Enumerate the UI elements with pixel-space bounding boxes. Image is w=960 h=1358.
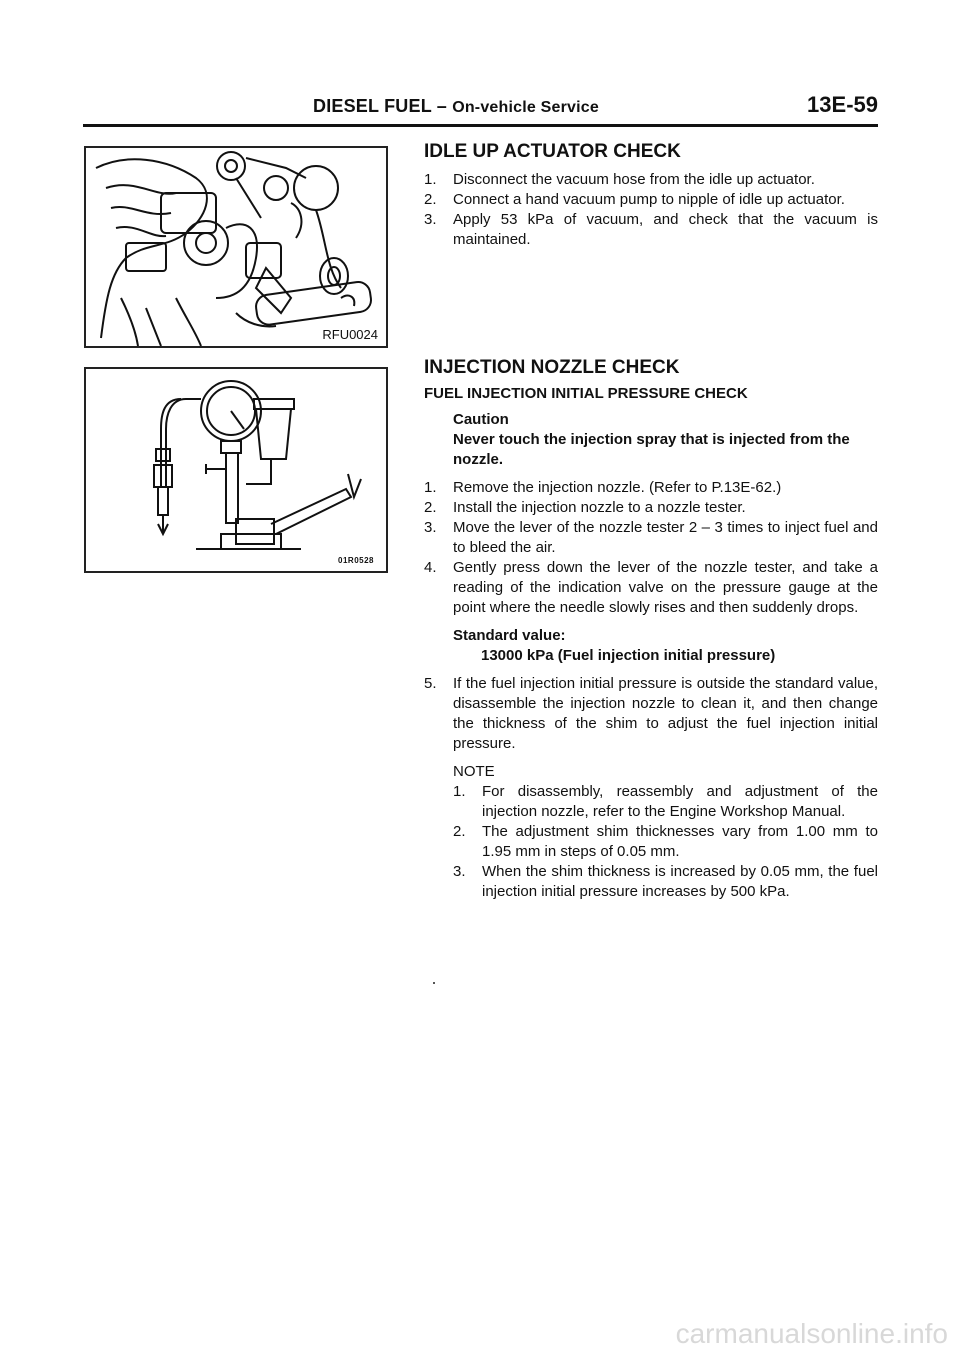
standard-value: 13000 kPa (Fuel injection initial pressure) bbox=[481, 647, 776, 664]
step-number: 1. bbox=[424, 479, 437, 496]
list-item bbox=[453, 782, 878, 822]
subsection-title: FUEL INJECTION INITIAL PRESSURE CHECK bbox=[424, 385, 748, 402]
page-header bbox=[83, 92, 878, 122]
note-label: NOTE bbox=[453, 763, 495, 780]
step-number: 2. bbox=[424, 499, 437, 516]
list-item bbox=[424, 498, 878, 518]
step-number: 4. bbox=[424, 559, 437, 576]
list-item bbox=[424, 478, 878, 498]
chapter-title bbox=[313, 96, 599, 117]
note-text: When the shim thickness is increased by 0.05 mm, the fuel injection initial pressure increases by 500 kPa. bbox=[482, 863, 878, 900]
list-item bbox=[424, 190, 878, 210]
step-text: Move the lever of the nozzle tester 2 – 3 times to inject fuel and to bleed the air. bbox=[453, 519, 878, 556]
stray-dot bbox=[433, 982, 435, 984]
nozzle-steps bbox=[424, 478, 878, 618]
nozzle-step-5 bbox=[424, 674, 878, 754]
title-separator: – bbox=[436, 96, 447, 116]
list-item bbox=[424, 558, 878, 618]
idle-up-steps bbox=[424, 170, 878, 250]
section-title-nozzle: INJECTION NOZZLE CHECK bbox=[424, 357, 680, 378]
header-rule bbox=[83, 124, 878, 127]
list-item bbox=[424, 210, 878, 250]
engine-illustration bbox=[86, 148, 386, 346]
caution-text: Never touch the injection spray that is injected from the nozzle. bbox=[453, 431, 850, 468]
figure-code: 01R0528 bbox=[338, 556, 374, 565]
nozzle-tester-illustration bbox=[86, 369, 386, 571]
note-text: For disassembly, reassembly and adjustment of the injection nozzle, refer to the Engine Workshop Manual. bbox=[482, 783, 878, 820]
step-text: Disconnect the vacuum hose from the idle up actuator. bbox=[453, 171, 815, 188]
section-title-idle-up: IDLE UP ACTUATOR CHECK bbox=[424, 141, 681, 162]
figure-code: RFU0024 bbox=[322, 327, 378, 342]
page-number: 13E-59 bbox=[807, 92, 878, 117]
step-text: Apply 53 kPa of vacuum, and check that the vacuum is maintained. bbox=[453, 211, 878, 248]
standard-value-label: Standard value: bbox=[453, 627, 566, 644]
watermark: carmanualsonline.info bbox=[675, 1318, 948, 1349]
caution-label: Caution bbox=[453, 411, 509, 428]
notes-list bbox=[424, 782, 878, 902]
step-text: Remove the injection nozzle. (Refer to P.13E-62.) bbox=[453, 479, 782, 496]
section-name: On-vehicle Service bbox=[452, 99, 599, 116]
step-number: 5. bbox=[424, 675, 437, 692]
step-text: Gently press down the lever of the nozzle tester, and take a reading of the indication valve on the pressure gauge at the point where the needle slowly rises and then suddenly drops. bbox=[453, 559, 878, 616]
note-number: 2. bbox=[453, 823, 466, 840]
figure-vacuum-pump bbox=[84, 146, 388, 348]
step-number: 3. bbox=[424, 519, 437, 536]
note-number: 3. bbox=[453, 863, 466, 880]
list-item bbox=[424, 518, 878, 558]
note-text: The adjustment shim thicknesses vary from 1.00 mm to 1.95 mm in steps of 0.05 mm. bbox=[482, 823, 878, 860]
step-text: Connect a hand vacuum pump to nipple of idle up actuator. bbox=[453, 191, 845, 208]
list-item bbox=[424, 170, 878, 190]
list-item bbox=[453, 822, 878, 862]
step-text: Install the injection nozzle to a nozzle tester. bbox=[453, 499, 746, 516]
step-number: 3. bbox=[424, 211, 437, 228]
list-item bbox=[453, 862, 878, 902]
step-number: 1. bbox=[424, 171, 437, 188]
step-text: If the fuel injection initial pressure is outside the standard value, disassemble the injection nozzle to clean it, and then change the thickness of the shim to adjust the fuel injection initial pressure. bbox=[453, 675, 878, 752]
list-item bbox=[424, 674, 878, 754]
figure-nozzle-tester bbox=[84, 367, 388, 573]
step-number: 2. bbox=[424, 191, 437, 208]
content-column bbox=[424, 140, 878, 902]
note-number: 1. bbox=[453, 783, 466, 800]
chapter-name: DIESEL FUEL bbox=[313, 96, 432, 116]
